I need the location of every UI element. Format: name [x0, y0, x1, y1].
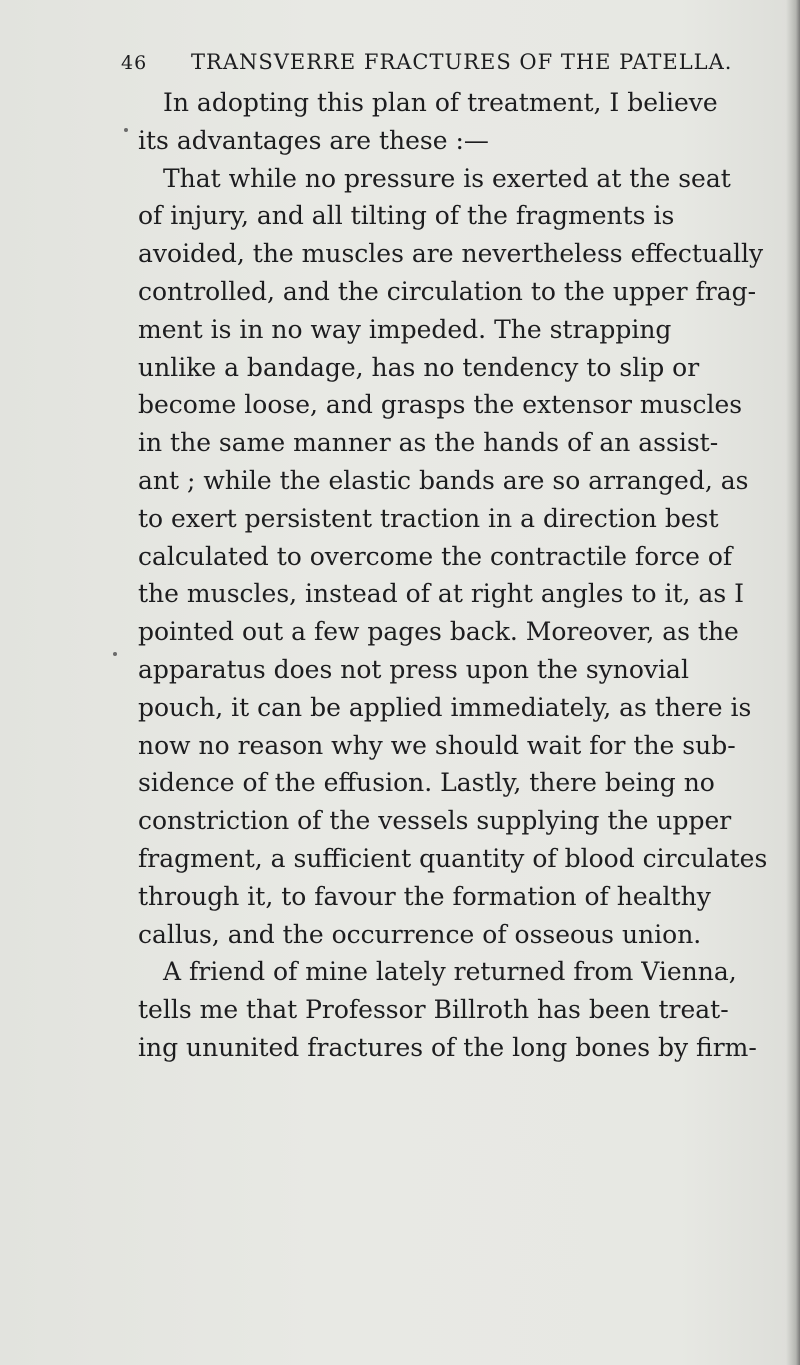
- text-line: become loose, and grasps the extensor muscles: [138, 390, 743, 420]
- text-line: tells me that Professor Billroth has been treat-: [138, 995, 729, 1025]
- text-line: constriction of the vessels supplying the upper: [138, 806, 732, 836]
- page-edge-shadow: [786, 0, 800, 1365]
- page-number: 46: [121, 52, 148, 74]
- text-line: fragment, a sufficient quantity of blood circulates: [138, 843, 768, 873]
- text-line: in the same manner as the hands of an assist-: [138, 428, 719, 458]
- text-line: That while no pressure is exerted at the seat: [163, 163, 731, 193]
- text-line: the muscles, instead of at right angles to it, as I: [138, 579, 744, 609]
- text-line: through it, to favour the formation of healthy: [138, 881, 711, 911]
- text-line: In adopting this plan of treatment, I believe: [163, 88, 718, 117]
- text-line: A friend of mine lately returned from Vienna,: [163, 957, 737, 987]
- text-line: pointed out a few pages back. Moreover, as the: [138, 617, 739, 647]
- text-line: its advantages are these :—: [138, 125, 489, 155]
- text-line: ant ; while the elastic bands are so arranged, as: [138, 465, 749, 495]
- text-line: ment is in no way impeded. The strapping: [138, 314, 672, 344]
- text-line: sidence of the effusion. Lastly, there being no: [138, 768, 715, 798]
- text-line: avoided, the muscles are nevertheless effectually: [138, 239, 764, 269]
- text-line: now no reason why we should wait for the sub-: [138, 730, 736, 760]
- text-line: controlled, and the circulation to the upper frag-: [138, 276, 757, 306]
- ink-speck: [113, 652, 117, 656]
- text-line: calculated to overcome the contractile force of: [138, 541, 733, 571]
- text-line: of injury, and all tilting of the fragments is: [138, 201, 675, 231]
- text-line: unlike a bandage, has no tendency to slip or: [138, 352, 700, 382]
- running-head: [121, 50, 733, 74]
- text-line: ing ununited fractures of the long bones by firm-: [138, 1032, 757, 1062]
- ink-speck: [124, 128, 128, 132]
- body-text: [138, 84, 788, 1067]
- text-line: to exert persistent traction in a direction best: [138, 503, 719, 533]
- text-line: apparatus does not press upon the synovial: [138, 654, 689, 684]
- text-line: pouch, it can be applied immediately, as there is: [138, 692, 752, 722]
- text-line: callus, and the occurrence of osseous union.: [138, 919, 702, 949]
- running-title: TRANSVERRE FRACTURES OF THE PATELLA.: [191, 50, 733, 74]
